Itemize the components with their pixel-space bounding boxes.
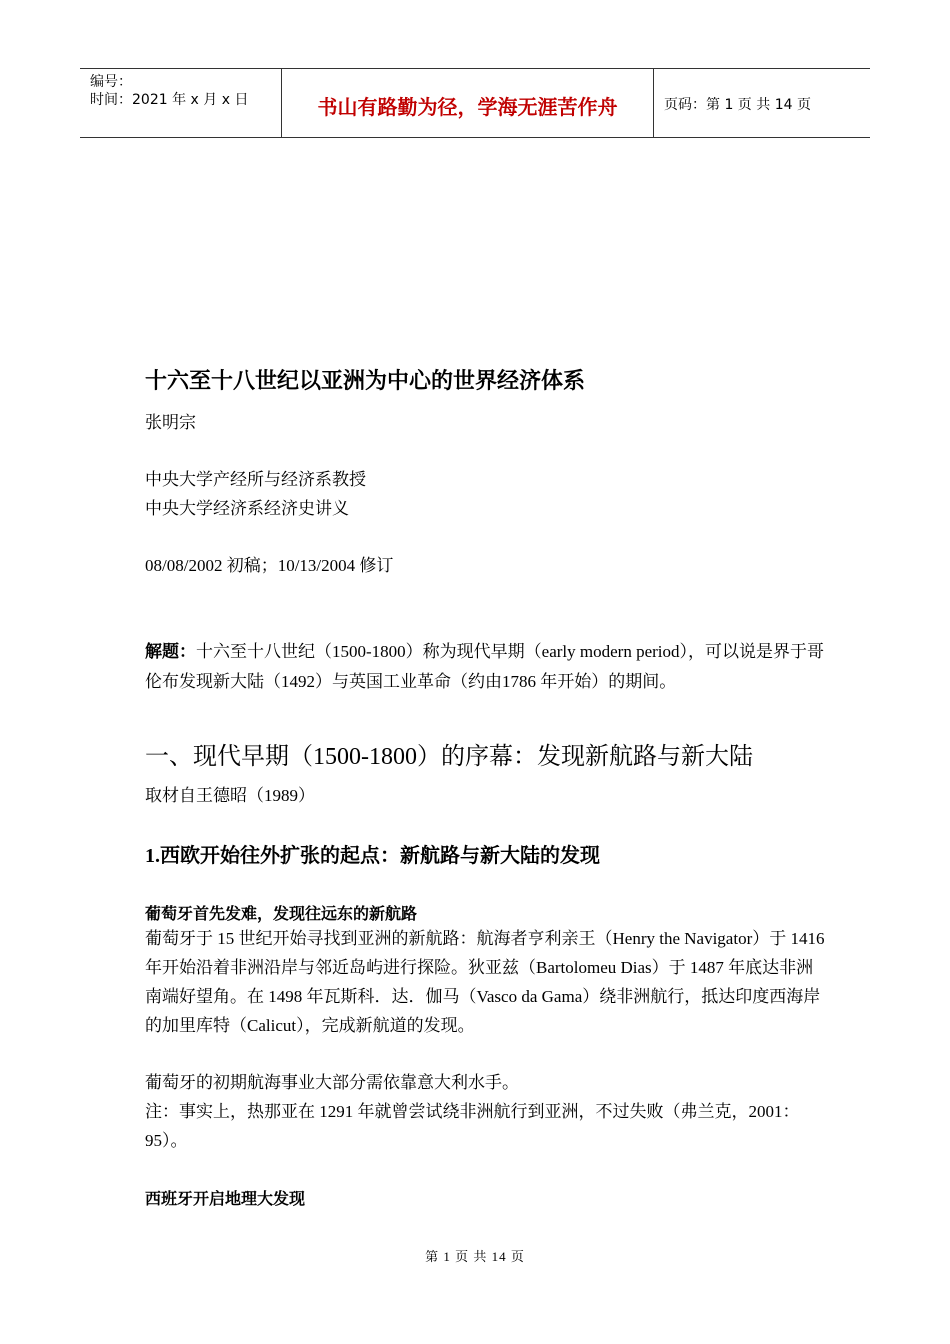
header-meta (80, 69, 282, 137)
header-motto: 书山有路勤为径，学海无涯苦作舟 (282, 69, 654, 137)
page-header (80, 68, 870, 138)
section-source: 取材自王德昭（1989） (145, 786, 315, 805)
page-footer: 第 1 页 共 14 页 (425, 1249, 525, 1264)
author: 张明宗 (145, 413, 196, 432)
section-heading: 一、现代早期（1500-1800）的序幕：发现新航路与新大陆 (145, 744, 753, 770)
affiliation-1: 中央大学产经所与经济系教授 (145, 470, 366, 489)
time-label: 时间：2021 年 x 月 x 日 (90, 92, 249, 108)
portugal-paragraph-2: 葡萄牙的初期航海事业大部分需依靠意大利水手。 (145, 1073, 519, 1092)
portugal-heading: 葡萄牙首先发难，发现往远东的新航路 (145, 904, 418, 923)
intro-paragraph (145, 637, 825, 696)
number-label: 编号： (90, 74, 132, 90)
document-title: 十六至十八世纪以亚洲为中心的世界经济体系 (145, 369, 586, 394)
dates: 08/08/2002 初稿；10/13/2004 修订 (145, 556, 394, 575)
affiliation-2: 中央大学经济系经济史讲义 (145, 499, 349, 518)
intro-text: 十六至十八世纪（1500-1800）称为现代早期（early modern period），可以说是界于哥伦布发现新大陆（1492）与英国工业革命（约由1786 年开始）的期间。 (145, 642, 824, 691)
portugal-note: 注：事实上，热那亚在 1291 年就曾尝试绕非洲航行到亚洲，不过失败（弗兰克，2001：95）。 (145, 1102, 800, 1150)
header-page-info: 页码：第 1 页 共 14 页 (664, 97, 811, 113)
subsection-heading: 1.西欧开始往外扩张的起点：新航路与新大陆的发现 (145, 845, 600, 867)
portugal-paragraph-1: 葡萄牙于 15 世纪开始寻找到亚洲的新航路：航海者亨利亲王（Henry the Navigator）于 1416 年开始沿着非洲沿岸与邻近岛屿进行探险。狄亚兹（Bartolomeu Dias）于 1487 年底达非洲南端好望角。在 1498 年瓦斯科．达．伽马（Vasco da Gama）绕非洲航行，抵达印度西海岸的加里库特（Calicut），完成新航道的发现。 (145, 929, 825, 1035)
spain-heading: 西班牙开启地理大发现 (145, 1189, 306, 1208)
intro-label: 解题： (145, 642, 196, 662)
